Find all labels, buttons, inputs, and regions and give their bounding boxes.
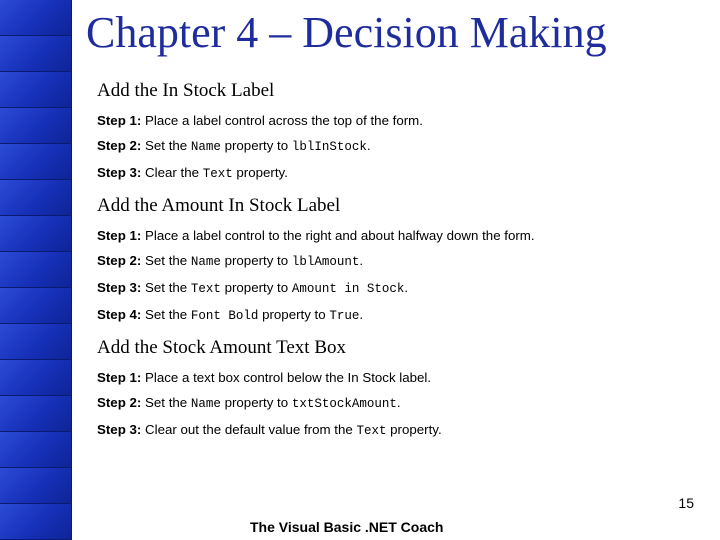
code-term: Text (202, 167, 233, 181)
step-text: property to (220, 280, 292, 295)
step-line (97, 390, 707, 417)
step-text: Clear out the default value from the (141, 422, 357, 437)
section-heading: Add the Stock Amount Text Box (97, 337, 347, 358)
code-term: Text (356, 424, 387, 438)
step-label: Step 3: (97, 280, 142, 295)
step-text: . (404, 280, 409, 295)
step-label: Step 4: (97, 307, 142, 322)
sidebar-tile (0, 324, 72, 360)
step-text: Set the (141, 253, 191, 268)
instruction-section (97, 193, 707, 329)
step-line (97, 302, 707, 329)
step-label: Step 2: (97, 253, 142, 268)
code-term: Text (190, 282, 221, 296)
step-text: . (359, 307, 364, 322)
step-line (97, 417, 707, 444)
code-term: Name (190, 140, 221, 154)
sidebar-tile (0, 360, 72, 396)
sidebar-tile (0, 504, 72, 540)
sidebar-tile (0, 288, 72, 324)
step-line (97, 248, 707, 275)
sidebar-tile (0, 72, 72, 108)
sidebar-tile (0, 432, 72, 468)
step-label: Step 1: (97, 370, 142, 385)
code-term: txtStockAmount (291, 397, 397, 411)
sidebar-tile (0, 0, 72, 36)
step-label: Step 2: (97, 138, 142, 153)
step-text: Set the (141, 395, 191, 410)
step-label: Step 1: (97, 228, 142, 243)
sidebar-tile (0, 252, 72, 288)
sidebar-tile (0, 180, 72, 216)
step-line (97, 275, 707, 302)
code-term: True (329, 309, 360, 323)
step-text: property. (386, 422, 442, 437)
slide-title: Chapter 4 – Decision Making (86, 8, 607, 57)
decorative-sidebar (0, 0, 72, 540)
sidebar-tile (0, 108, 72, 144)
code-term: Amount in Stock (291, 282, 405, 296)
step-text: Set the (141, 307, 191, 322)
step-line (97, 160, 707, 187)
sidebar-tile (0, 216, 72, 252)
step-text: property. (232, 165, 288, 180)
step-text: Set the (141, 280, 191, 295)
step-line (97, 133, 707, 160)
sidebar-tile (0, 396, 72, 432)
step-line (97, 365, 707, 390)
slide-footer: The Visual Basic .NET Coach (250, 519, 444, 535)
step-text: . (396, 395, 401, 410)
step-text: property to (258, 307, 330, 322)
step-label: Step 3: (97, 422, 142, 437)
step-text: Place a label control across the top of the form. (141, 113, 423, 128)
slide-content (97, 78, 707, 444)
code-term: Font Bold (190, 309, 259, 323)
step-line (97, 108, 707, 133)
step-text: property to (220, 395, 292, 410)
section-heading: Add the Amount In Stock Label (97, 195, 341, 216)
step-text: Set the (141, 138, 191, 153)
section-heading: Add the In Stock Label (97, 80, 275, 101)
code-term: lblInStock (291, 140, 367, 154)
step-label: Step 1: (97, 113, 142, 128)
sidebar-tile (0, 144, 72, 180)
sidebar-tile (0, 36, 72, 72)
step-text: . (366, 138, 371, 153)
step-text: property to (220, 138, 292, 153)
code-term: lblAmount (291, 255, 360, 269)
step-line (97, 223, 707, 248)
step-label: Step 2: (97, 395, 142, 410)
step-label: Step 3: (97, 165, 142, 180)
instruction-section (97, 78, 707, 187)
step-text: property to (220, 253, 292, 268)
step-text: Clear the (141, 165, 203, 180)
instruction-section (97, 335, 707, 444)
page-number: 15 (678, 495, 694, 511)
code-term: Name (190, 397, 221, 411)
step-text: Place a text box control below the In Stock label. (141, 370, 432, 385)
step-text: Place a label control to the right and about halfway down the form. (141, 228, 535, 243)
code-term: Name (190, 255, 221, 269)
step-text: . (359, 253, 364, 268)
sidebar-tile (0, 468, 72, 504)
